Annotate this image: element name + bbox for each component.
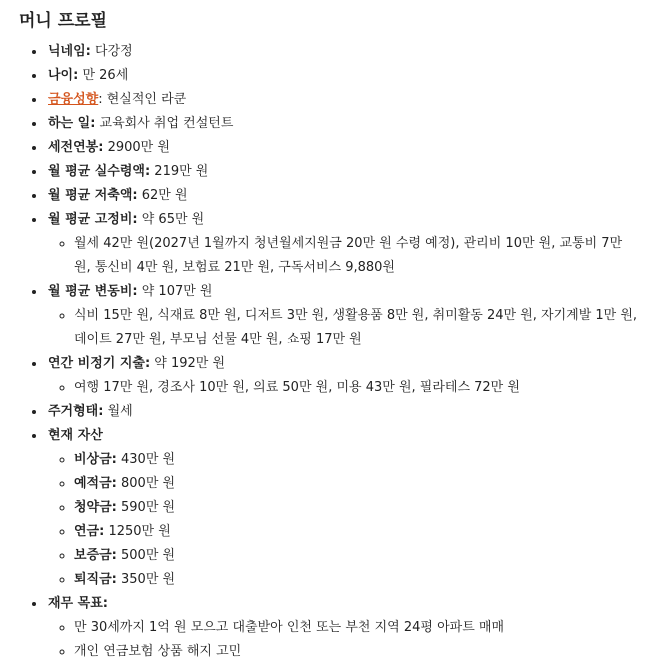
fixed-sublist bbox=[48, 232, 638, 280]
asset-value: 1250만 원 bbox=[104, 524, 171, 539]
profile-list bbox=[19, 40, 638, 664]
asset-label: 비상금: bbox=[74, 452, 117, 467]
list-item-age bbox=[46, 64, 638, 88]
list-item-investment bbox=[46, 88, 638, 112]
value-net-income: 219만 원 bbox=[150, 164, 209, 179]
asset-item-security-deposit bbox=[74, 544, 638, 568]
label-assets: 현재 자산 bbox=[48, 428, 103, 443]
value-fixed: 약 65만 원 bbox=[137, 212, 205, 227]
goal-item: ◦ 만 30세까지 1억 원 모으고 대출받아 인천 또는 부천 지역 24평 아파트 매매 bbox=[74, 616, 638, 640]
asset-item-pension bbox=[74, 520, 638, 544]
asset-label: 보증금: bbox=[74, 548, 117, 563]
list-item-nickname bbox=[46, 40, 638, 64]
irregular-sublist bbox=[48, 376, 638, 400]
asset-label: 청약금: bbox=[74, 500, 117, 515]
label-variable: 월 평균 변동비: bbox=[48, 284, 138, 299]
value-salary: 2900만 원 bbox=[103, 140, 170, 155]
value-housing: 월세 bbox=[103, 404, 133, 419]
value-nickname: 다강정 bbox=[90, 44, 133, 59]
variable-detail: ◦ 식비 15만 원, 식재료 8만 원, 디저트 3만 원, 생활용품 8만 원, 취미활동 24만 원, 자기계발 1만 원, 데이트 27만 원, 부모님 선물 4만 원, 쇼핑 17만 원 bbox=[74, 304, 638, 352]
label-irregular: 연간 비정기 지출: bbox=[48, 356, 151, 371]
label-salary: 세전연봉: bbox=[48, 140, 104, 155]
asset-label: 예적금: bbox=[74, 476, 117, 491]
label-age: 나이: bbox=[48, 68, 79, 83]
asset-item-emergency bbox=[74, 448, 638, 472]
goal-item: ◦ 개인 연금보험 상품 해지 고민 bbox=[74, 640, 638, 664]
irregular-detail: ◦ 여행 17만 원, 경조사 10만 원, 의료 50만 원, 미용 43만 원, 필라테스 72만 원 bbox=[74, 376, 638, 400]
list-item-goals bbox=[46, 592, 638, 664]
label-goals: 재무 목표: bbox=[48, 596, 108, 611]
label-savings: 월 평균 저축액: bbox=[48, 188, 138, 203]
label-housing: 주거형태: bbox=[48, 404, 104, 419]
list-item-irregular bbox=[46, 352, 638, 400]
asset-value: 500만 원 bbox=[116, 548, 176, 563]
asset-label: 퇴직금: bbox=[74, 572, 117, 587]
asset-item-deposit bbox=[74, 472, 638, 496]
list-item-fixed bbox=[46, 208, 638, 280]
label-job: 하는 일: bbox=[48, 116, 96, 131]
label-net-income: 월 평균 실수령액: bbox=[48, 164, 151, 179]
list-item-variable bbox=[46, 280, 638, 352]
list-item-savings bbox=[46, 184, 638, 208]
asset-value: 350만 원 bbox=[116, 572, 176, 587]
asset-value: 590만 원 bbox=[116, 500, 176, 515]
asset-value: 800만 원 bbox=[116, 476, 176, 491]
value-investment: : 현실적인 라쿤 bbox=[98, 92, 187, 107]
list-item-housing bbox=[46, 400, 638, 424]
goals-sublist bbox=[48, 616, 638, 664]
list-item-assets bbox=[46, 424, 638, 592]
list-item-salary bbox=[46, 136, 638, 160]
asset-item-subscription bbox=[74, 496, 638, 520]
list-item-job bbox=[46, 112, 638, 136]
value-variable: 약 107만 원 bbox=[137, 284, 213, 299]
investment-link[interactable]: 금융성향 bbox=[48, 92, 99, 107]
value-age: 만 26세 bbox=[78, 68, 129, 83]
asset-value: 430만 원 bbox=[116, 452, 176, 467]
asset-label: 연금: bbox=[74, 524, 105, 539]
assets-sublist bbox=[48, 448, 638, 592]
value-savings: 62만 원 bbox=[137, 188, 188, 203]
value-irregular: 약 192만 원 bbox=[150, 356, 226, 371]
page-title: 머니 프로필 bbox=[19, 11, 108, 31]
list-item-net-income bbox=[46, 160, 638, 184]
fixed-detail: ◦ 월세 42만 원(2027년 1월까지 청년월세지원금 20만 원 수령 예정), 관리비 10만 원, 교통비 7만 원, 통신비 4만 원, 보험료 21만 원, 구독서비스 9,880원 bbox=[74, 232, 638, 280]
asset-item-severance bbox=[74, 568, 638, 592]
label-fixed: 월 평균 고정비: bbox=[48, 212, 138, 227]
variable-sublist bbox=[48, 304, 638, 352]
value-job: 교육회사 취업 컨설턴트 bbox=[95, 116, 234, 131]
label-nickname: 닉네임: bbox=[48, 44, 91, 59]
